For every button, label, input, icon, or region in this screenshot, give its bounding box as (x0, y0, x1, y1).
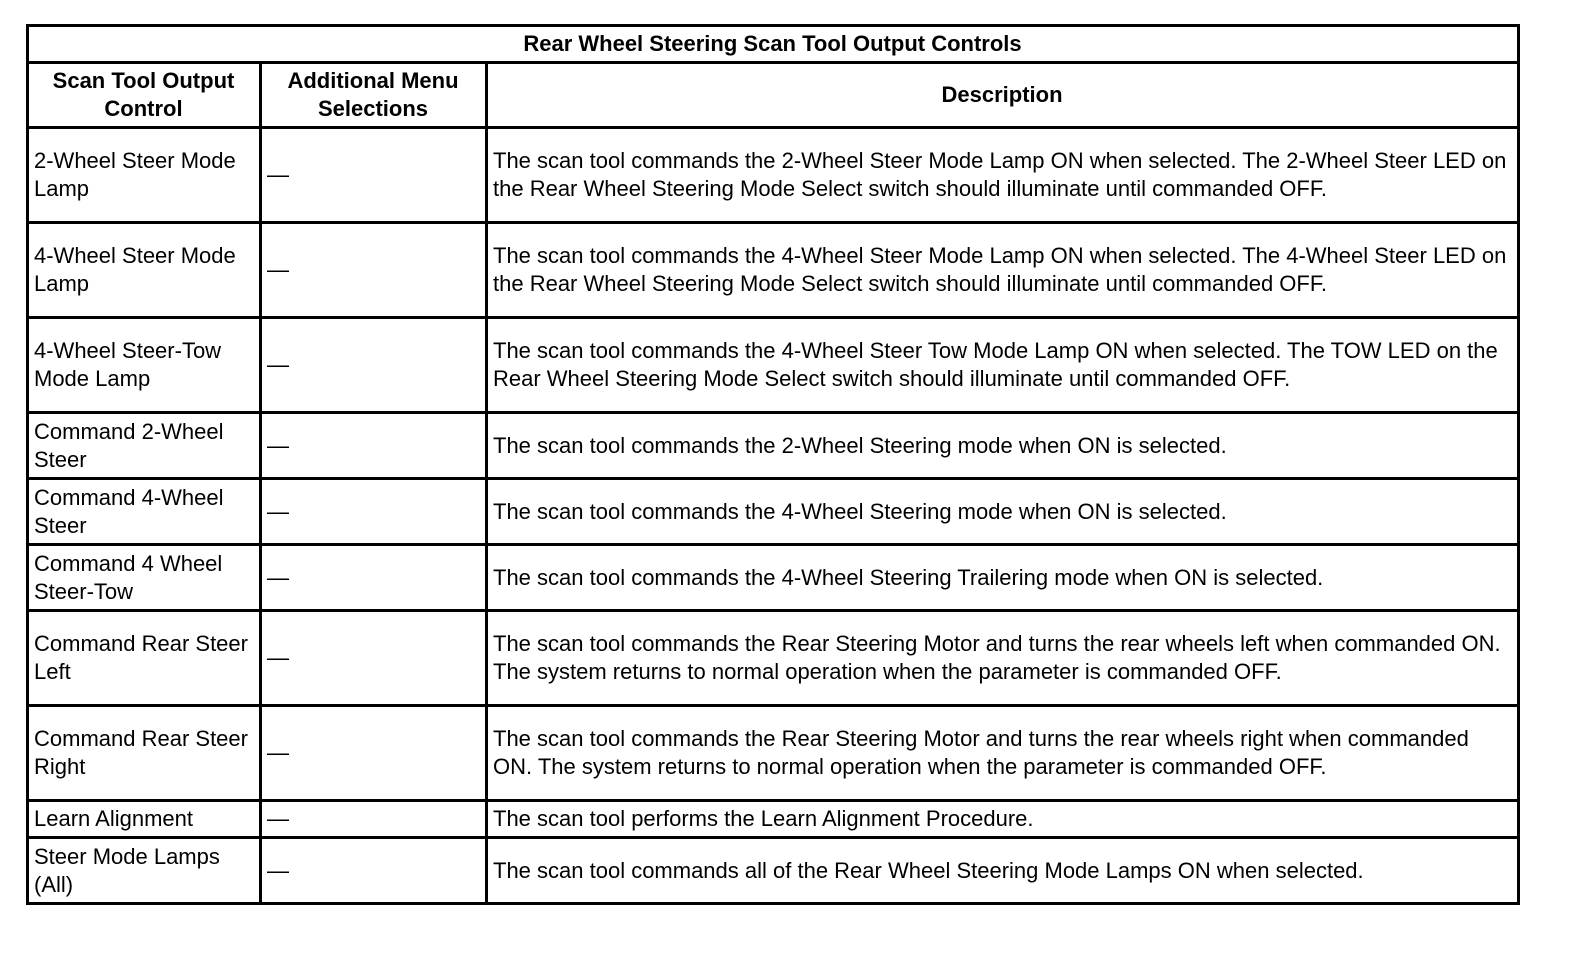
header-control: Scan Tool Output Control (28, 63, 261, 128)
row-menu: — (261, 318, 487, 413)
row-description: The scan tool commands the 4-Wheel Steer Mode Lamp ON when selected. The 4-Wheel Steer LED on the Rear Wheel Steering Mode Select switch should illuminate until commanded OFF. (487, 223, 1519, 318)
row-control: Command 2-Wheel Steer (28, 413, 261, 479)
row-control: 2-Wheel Steer Mode Lamp (28, 128, 261, 223)
row-menu: — (261, 611, 487, 706)
row-control: 4-Wheel Steer Mode Lamp (28, 223, 261, 318)
header-description: Description (487, 63, 1519, 128)
row-control: Command Rear Steer Right (28, 706, 261, 801)
row-menu: — (261, 223, 487, 318)
table-row (28, 545, 1519, 611)
row-control: Learn Alignment (28, 801, 261, 838)
row-description: The scan tool performs the Learn Alignment Procedure. (487, 801, 1519, 838)
row-menu: — (261, 801, 487, 838)
row-description: The scan tool commands the 2-Wheel Steering mode when ON is selected. (487, 413, 1519, 479)
row-menu: — (261, 128, 487, 223)
header-menu: Additional Menu Selections (261, 63, 487, 128)
table-row (28, 706, 1519, 801)
row-description: The scan tool commands the Rear Steering Motor and turns the rear wheels right when commanded ON. The system returns to normal operation when the parameter is commanded OFF. (487, 706, 1519, 801)
row-menu: — (261, 838, 487, 904)
output-controls-table (26, 24, 1520, 905)
row-control: Command 4-Wheel Steer (28, 479, 261, 545)
row-menu: — (261, 413, 487, 479)
table-row (28, 801, 1519, 838)
table-row (28, 318, 1519, 413)
row-description: The scan tool commands the Rear Steering Motor and turns the rear wheels left when commanded ON. The system returns to normal operation when the parameter is commanded OFF. (487, 611, 1519, 706)
table-row (28, 611, 1519, 706)
row-description: The scan tool commands the 4-Wheel Steering mode when ON is selected. (487, 479, 1519, 545)
table-row (28, 128, 1519, 223)
row-control: 4-Wheel Steer-Tow Mode Lamp (28, 318, 261, 413)
row-description: The scan tool commands the 2-Wheel Steer Mode Lamp ON when selected. The 2-Wheel Steer LED on the Rear Wheel Steering Mode Select switch should illuminate until commanded OFF. (487, 128, 1519, 223)
table-row (28, 838, 1519, 904)
row-control: Command 4 Wheel Steer-Tow (28, 545, 261, 611)
row-menu: — (261, 479, 487, 545)
row-description: The scan tool commands all of the Rear Wheel Steering Mode Lamps ON when selected. (487, 838, 1519, 904)
row-menu: — (261, 545, 487, 611)
row-control: Command Rear Steer Left (28, 611, 261, 706)
row-description: The scan tool commands the 4-Wheel Steering Trailering mode when ON is selected. (487, 545, 1519, 611)
row-menu: — (261, 706, 487, 801)
table-row (28, 479, 1519, 545)
table-row (28, 223, 1519, 318)
row-control: Steer Mode Lamps (All) (28, 838, 261, 904)
table-row (28, 413, 1519, 479)
table-title: Rear Wheel Steering Scan Tool Output Controls (28, 26, 1519, 63)
row-description: The scan tool commands the 4-Wheel Steer Tow Mode Lamp ON when selected. The TOW LED on the Rear Wheel Steering Mode Select switch should illuminate until commanded OFF. (487, 318, 1519, 413)
